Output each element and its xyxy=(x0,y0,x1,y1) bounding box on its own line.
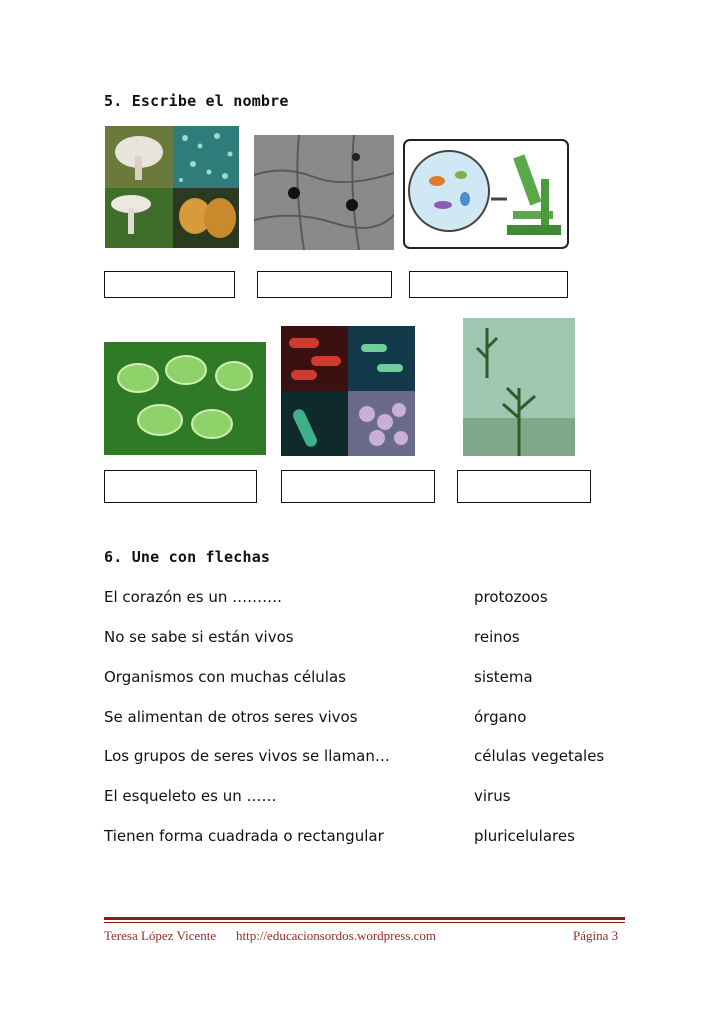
match-right-5: células vegetales xyxy=(474,747,605,765)
match-left-4: Se alimentan de otros seres vivos xyxy=(104,708,358,726)
footer-rule-thin xyxy=(104,922,625,923)
match-right-7: pluricelulares xyxy=(474,827,575,845)
section5-title: 5. Escribe el nombre xyxy=(104,92,289,110)
match-right-4: órgano xyxy=(474,708,527,726)
match-right-2: reinos xyxy=(474,628,520,646)
footer-url[interactable]: http://educacionsordos.wordpress.com xyxy=(236,928,437,943)
protozoa-microscope-image xyxy=(403,139,569,249)
match-right-3: sistema xyxy=(474,668,533,686)
bacteria-image xyxy=(281,326,415,456)
footer-author: Teresa López Vicente xyxy=(104,928,217,943)
footer-rule xyxy=(104,917,625,920)
footer-page-number: Página 3 xyxy=(573,928,619,943)
answer-box-5[interactable] xyxy=(281,470,435,503)
answer-box-6[interactable] xyxy=(457,470,591,503)
match-left-6: El esqueleto es un …… xyxy=(104,787,277,805)
match-left-2: No se sabe si están vivos xyxy=(104,628,294,646)
match-right-1: protozoos xyxy=(474,588,548,606)
answer-box-1[interactable] xyxy=(104,271,235,298)
match-right-6: virus xyxy=(474,787,511,805)
plant-cells-image xyxy=(254,135,394,250)
answer-box-3[interactable] xyxy=(409,271,568,298)
answer-box-4[interactable] xyxy=(104,470,257,503)
match-left-5: Los grupos de seres vivos se llaman… xyxy=(104,747,390,765)
section6-title: 6. Une con flechas xyxy=(104,548,271,566)
algae-image xyxy=(463,318,575,456)
answer-box-2[interactable] xyxy=(257,271,392,298)
match-left-1: El corazón es un ………. xyxy=(104,588,282,606)
match-left-3: Organismos con muchas células xyxy=(104,668,346,686)
virus-image xyxy=(104,342,266,455)
match-left-7: Tienen forma cuadrada o rectangular xyxy=(104,827,384,845)
fungi-image xyxy=(105,126,239,248)
